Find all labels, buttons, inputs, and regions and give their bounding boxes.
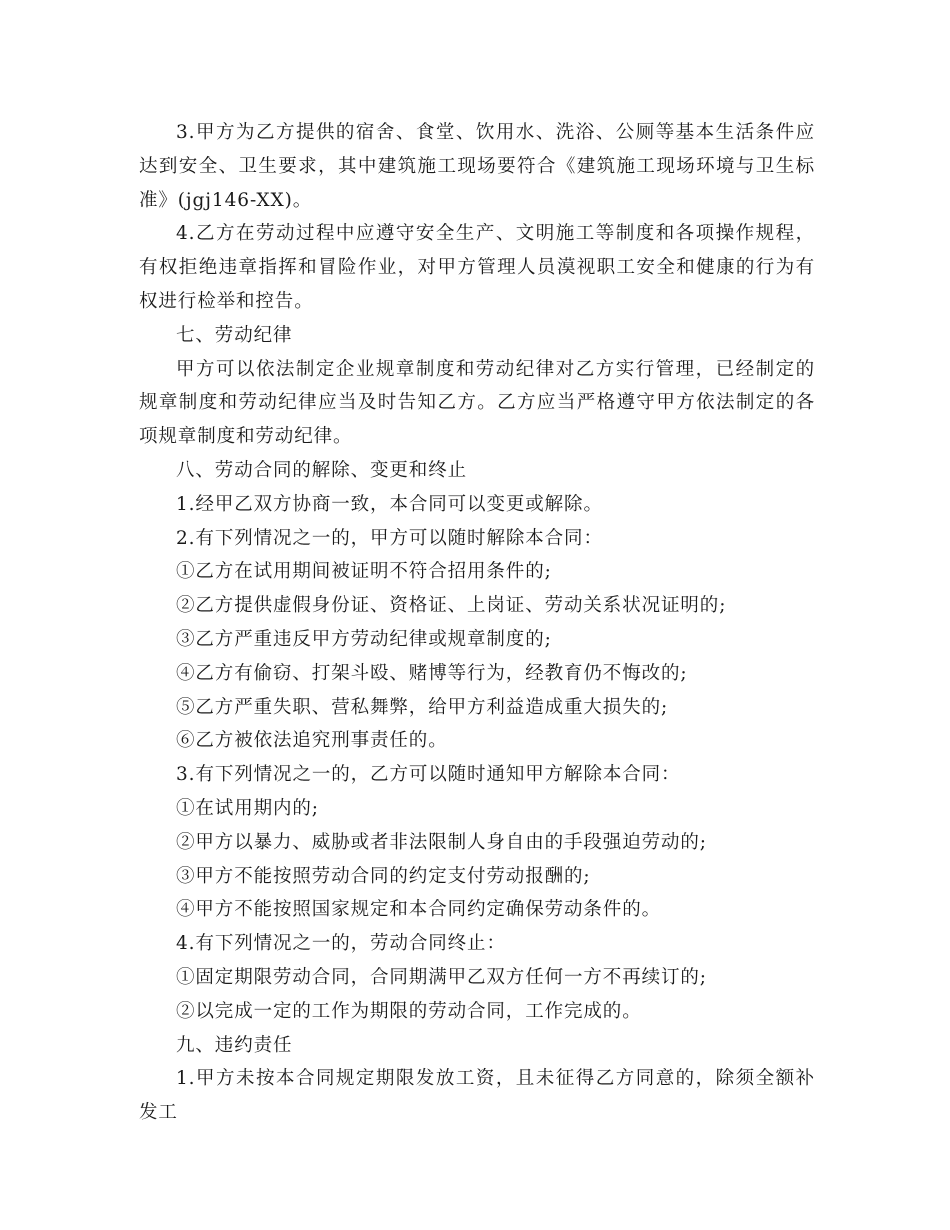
paragraph-clause-9-1: 1.甲方未按本合同规定期限发放工资，且未征得乙方同意的，除须全额补发工 xyxy=(139,1068,815,1124)
list-item: ⑤乙方严重失职、营私舞弊，给甲方利益造成重大损失的; xyxy=(176,696,669,718)
list-item: ②以完成一定的工作为期限的劳动合同，工作完成的。 xyxy=(176,1000,642,1022)
paragraph-clause-8-1: 1.经甲乙双方协商一致，本合同可以变更或解除。 xyxy=(176,493,603,515)
paragraph-clause-6-3: 3.甲方为乙方提供的宿舍、食堂、饮用水、洗浴、公厕等基本生活条件应达到安全、卫生要求，其中建筑施工现场要符合《建筑施工现场环境与卫生标准》(jgj146-XX)。 xyxy=(139,122,815,211)
list-item: ①乙方在试用期间被证明不符合招用条件的; xyxy=(176,561,552,583)
list-item: ③甲方不能按照劳动合同的约定支付劳动报酬的; xyxy=(176,865,591,887)
paragraph-clause-6-4: 4.乙方在劳动过程中应遵守安全生产、文明施工等制度和各项操作规程，有权拒绝违章指挥和冒险作业，对甲方管理人员漠视职工安全和健康的行为有权进行检举和控告。 xyxy=(139,223,815,312)
paragraph-clause-8-3: 3.有下列情况之一的，乙方可以随时通知甲方解除本合同： xyxy=(176,764,681,786)
list-item: ④甲方不能按照国家规定和本合同约定确保劳动条件的。 xyxy=(176,899,662,921)
paragraph-clause-8-4: 4.有下列情况之一的，劳动合同终止： xyxy=(176,933,506,955)
list-item: ③乙方严重违反甲方劳动纪律或规章制度的; xyxy=(176,628,552,650)
list-item: ②乙方提供虚假身份证、资格证、上岗证、劳动关系状况证明的; xyxy=(176,595,727,617)
paragraph-clause-7: 甲方可以依法制定企业规章制度和劳动纪律对乙方实行管理，已经制定的规章制度和劳动纪律应当及时告知乙方。乙方应当严格遵守甲方依法制定的各项规章制度和劳动纪律。 xyxy=(139,358,815,448)
section-heading-8: 八、劳动合同的解除、变更和终止 xyxy=(176,459,468,481)
list-item: ②甲方以暴力、威胁或者非法限制人身自由的手段强迫劳动的; xyxy=(176,831,707,853)
section-heading-9: 九、违约责任 xyxy=(176,1034,293,1056)
section-heading-7: 七、劳动纪律 xyxy=(176,324,293,346)
list-item: ①在试用期内的; xyxy=(176,797,319,819)
document-body xyxy=(139,116,815,1130)
list-item: ④乙方有偷窃、打架斗殴、赌博等行为，经教育仍不悔改的; xyxy=(176,662,688,684)
list-item: ⑥乙方被依法追究刑事责任的。 xyxy=(176,730,448,752)
paragraph-clause-8-2: 2.有下列情况之一的，甲方可以随时解除本合同： xyxy=(176,527,603,549)
list-item: ①固定期限劳动合同，合同期满甲乙双方任何一方不再续订的; xyxy=(176,966,707,988)
